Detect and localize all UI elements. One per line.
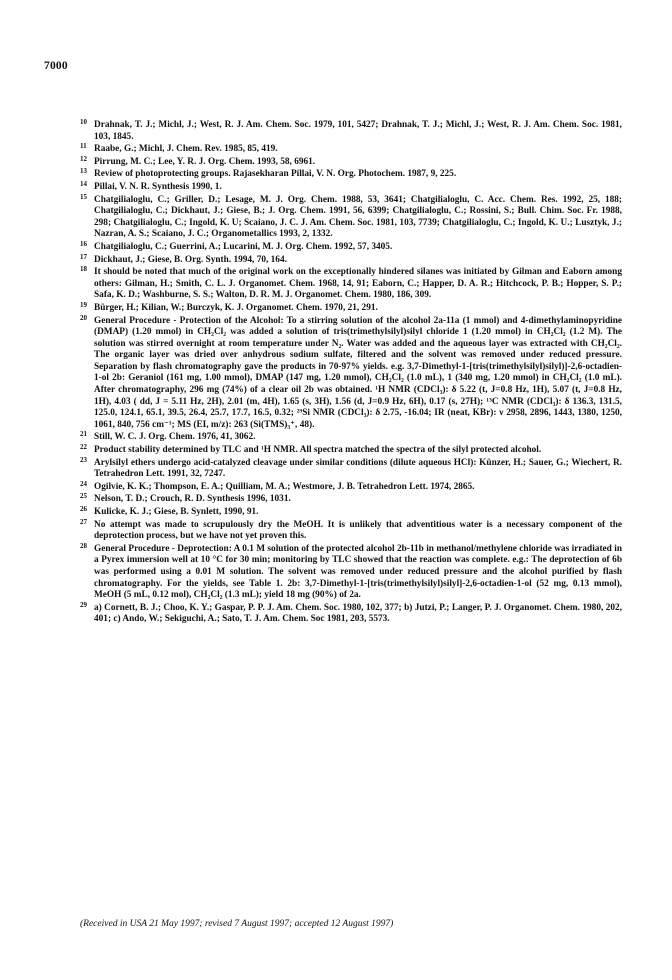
reference-number: 24 [80, 479, 87, 488]
reference-14 [80, 179, 622, 194]
reference-text: Still, W. C. J. Org. Chem. 1976, 41, 3062. [94, 432, 256, 443]
reference-text: a) Cornett, B. J.; Choo, K. Y.; Gaspar, P. P. J. Am. Chem. Soc. 1980, 102, 377; b) Jutzi, P.; Langer, P. J. Organomet. Chem. 1980, 202, 401; c) Ando, W.; Sekiguchi, A.; Sato, T. J. Am. Chem. Soc 1981, 203, 5573. [94, 602, 622, 625]
reference-number: 10 [80, 118, 87, 126]
reference-27 [80, 517, 622, 543]
reference-text: Kulicke, K. J.; Giese, B. Synlett, 1990, 91. [94, 507, 259, 517]
reference-text: Bürger, H.; Kilian, W.; Burczyk, K. J. Organomet. Chem. 1970, 21, 291. [94, 302, 378, 313]
reference-28 [80, 541, 622, 602]
reference-text: Dickhaut, J.; Giese, B. Org. Synth. 1994, 70, 164. [94, 254, 287, 265]
reference-text: Chatgilialoglu, C.; Guerrini, A.; Lucarini, M. J. Org. Chem. 1992, 57, 3405. [94, 241, 393, 252]
reference-text: Product stability determined by TLC and ¹H NMR. All spectra matched the spectra of the silyl protected alcohol. [94, 445, 542, 456]
reference-number: 16 [80, 239, 87, 248]
reference-19 [80, 300, 622, 315]
reference-text: General Procedure - Deprotection: A 0.1 M solution of the protected alcohol 2b-11b in methanol/methylene chloride was irradiated in a Pyrex immersion well at 10 °C for 30 min; monitoring by TLC showed that the reaction was complete. e.g.: The deprotection of 6b was performed using a 0.01 M solution. The solvent was removed under reduced pressure and the alcohol purified by flash chromatography. For the yields, see Table 1. 2b: 3,7-Dimethyl-1-[tris(trimethylsilyl)silyl]-2,6-octadien-1-ol (52 mg, 0.13 mmol), MeOH (5 mL, 0.12 mol), CH₂Cl₂ (1.3 mL); yield 18 mg (90%) of 2a. [94, 543, 622, 601]
reference-20 [80, 313, 622, 432]
reference-text: Raabe, G.; Michl, J. Chem. Rev. 1985, 85, 419. [94, 144, 278, 155]
reference-25 [80, 494, 622, 506]
reference-text: Pirrung, M. C.; Lee, Y. R. J. Org. Chem. 1993, 58, 6961. [94, 156, 316, 167]
reference-number: 17 [80, 252, 87, 261]
reference-10 [80, 120, 622, 143]
reference-text: No attempt was made to scrupulously dry the MeOH. It is unlikely that adventitious water is a necessary component of the deprotection process, but we have not yet proven this. [94, 519, 622, 542]
reference-23 [80, 455, 622, 481]
reference-18 [80, 267, 622, 302]
reference-number: 28 [80, 541, 87, 550]
reference-text: Chatgilialoglu, C.; Griller, D.; Lesage, M. J. Org. Chem. 1988, 53, 3641; Chatgilialoglu, C. Acc. Chem. Res. 1992, 25, 188; Chatgilialoglu, C.; Dickhaut, J.; Giese, B.; J. Org. Chem. 1991, 56, 6399; Chatgilialoglu, C.; Rossini, S.; Bull. Chim. Soc. Fr. 1988, 298; Chatgilialoglu, C.; Ingold, K. U; Scaiano, J. C. J. Am. Chem. Soc. 1981, 103, 7739; Chatgilialoglu, C.; Ingold, K. U.; Lusztyk, J.; Nazran, A. S.; Scaiano, J. C.; Organometallics 1993, 2, 1332. [94, 194, 622, 240]
reference-number: 21 [80, 430, 87, 439]
reference-text: General Procedure - Protection of the Alcohol: To a stirring solution of the alcohol 2a-11a (1 mmol) and 4-dimethylaminopyridine (DMAP) (1.20 mmol) in CH₂Cl₂ was added a solution of tris(trimethylsilyl)silyl chloride 1 (1.20 mmol) in CH₂Cl₂ (1.2 M). The solution was stirred overnight at room temperature under N₂. Water was added and the aqueous layer was extracted with CH₂Cl₂. The organic layer was dried over anhydrous sodium sulfate, filtered and the solvent was removed under reduced pressure. Separation by flash chromatography gave the products in 70-97% yields. e.g. 3,7-Dimethyl-1-[tris(trimethylsilyl)silyl)]-2,6-octadien-1-ol 2b: Geraniol (161 mg, 1.00 mmol), DMAP (147 mg, 1.20 mmol), CH₂Cl₂ (1.0 mL), 1 (340 mg, 1.20 mmol) in CH₂Cl₂ (1.0 mL). After chromatography, 296 mg (74%) of a clear oil 2b was obtained. ¹H NMR (CDCl₃): δ 5.22 (t, J=0.8 Hz, 1H), 5.07 (t, J=0.8 Hz, 1H), 4.03 ( dd, J = 5.11 Hz, 2H), 2.01 (m, 4H), 1.65 (s, 3H), 1.56 (d, J=0.9 Hz, 6H), 0.17 (s, 27H); ¹³C NMR (CDCl₃): δ 136.3, 131.5, 125.0, 124.1, 65.1, 39.5, 26.4, 25.7, 17.7, 16.5, 0.32; ²⁹Si NMR (CDCl₃): δ 2.75, -16.04; IR (neat, KBr): ν 2958, 2896, 1443, 1380, 1250, 1061, 840, 756 cm⁻¹; MS (EI, m/z): 263 (Si(TMS)₃⁺, 48). [94, 315, 622, 430]
reference-number: 27 [80, 517, 87, 526]
reference-22 [80, 445, 622, 457]
reference-text: Nelson, T. D.; Crouch, R. D. Synthesis 1996, 1031. [94, 494, 291, 505]
reference-16 [80, 239, 622, 254]
reference-number: 15 [80, 192, 87, 201]
page-number: 7000 [44, 60, 68, 72]
reference-text: Ogilvie, K. K.; Thompson, E. A.; Quilliam, M. A.; Westmore, J. B. Tetrahedron Lett. 1974, 2865. [94, 481, 475, 492]
reference-12 [80, 154, 622, 169]
reference-text: Arylsilyl ethers undergo acid-catalyzed cleavage under similar conditions (dilute aqueous HCl): Künzer, H.; Sauer, G.; Wiechert, R. Tetrahedron Lett. 1991, 32, 7247. [94, 457, 622, 480]
reference-text: Pillai, V. N. R. Synthesis 1990, 1. [94, 181, 222, 192]
reference-number: 20 [80, 313, 87, 322]
reference-number: 22 [80, 443, 87, 452]
reference-number: 13 [80, 167, 87, 176]
reference-24 [80, 479, 622, 494]
received-dates-footer: (Received in USA 21 May 1997; revised 7 August 1997; accepted 12 August 1997) [80, 919, 394, 929]
reference-list [80, 120, 622, 627]
reference-number: 12 [80, 154, 87, 163]
reference-13 [80, 169, 622, 181]
reference-text: Review of photoprotecting groups. Rajasekharan Pillai, V. N. Org. Photochem. 1987, 9, 225. [94, 169, 457, 180]
reference-number: 26 [80, 505, 87, 513]
reference-15 [80, 192, 622, 241]
reference-text: It should be noted that much of the original work on the exceptionally hindered silanes was initiated by Gilman and Eaborn among others: Gilman, H.; Smith, C. L. J. Organomet. Chem. 1968, 14, 91; Eaborn, C.; Happer, D. A. R.; Hitchcock, P. B.; Hopper, S. P.; Safa, K. D.; Washburne, S. S.; Walton, D. R. M. J. Organomet. Chem. 1980, 186, 309. [94, 267, 622, 301]
reference-number: 29 [80, 600, 87, 609]
reference-29 [80, 600, 622, 626]
reference-number: 19 [80, 300, 87, 309]
reference-number: 23 [80, 455, 87, 464]
reference-21 [80, 432, 622, 444]
reference-number: 18 [80, 265, 87, 274]
reference-17 [80, 252, 622, 267]
reference-number: 11 [80, 142, 87, 151]
reference-11 [80, 144, 622, 156]
reference-number: 14 [80, 179, 87, 188]
reference-26 [80, 507, 622, 519]
reference-text: Drahnak, T. J.; Michl, J.; West, R. J. Am. Chem. Soc. 1979, 101, 5427; Drahnak, T. J.; Michl, J.; West, R. J. Am. Chem. Soc. 1981, 103, 1845. [94, 120, 622, 142]
reference-number: 25 [80, 492, 87, 501]
